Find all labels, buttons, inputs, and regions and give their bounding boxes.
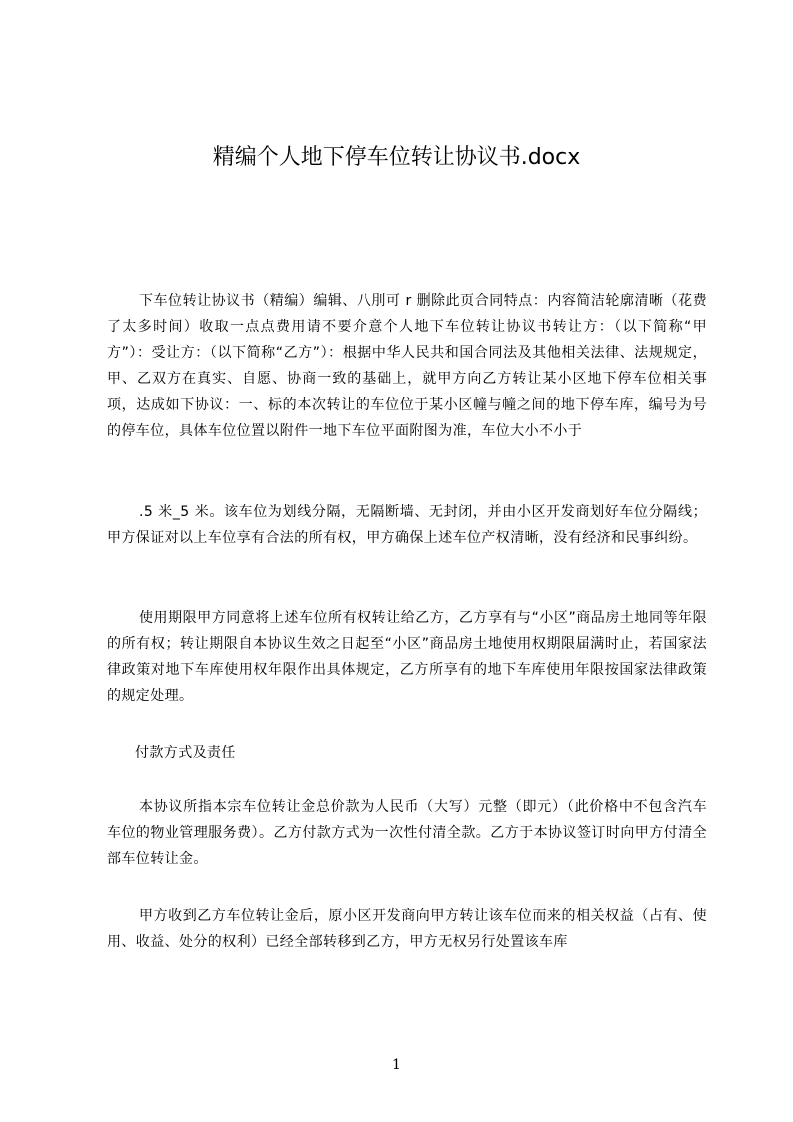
paragraph-term: 使用期限甲方同意将上述车位所有权转让给乙方，乙方享有与“小区”商品房土地同等年限的所有权；转让期限自本协议生效之日起至“小区”商品房土地使用权期限届满时止，若国家法律政策对地下车库使用权年限作出具体规定，乙方所享有的地下车库使用年限按国家法律政策的规定处理。 — [107, 610, 707, 704]
paragraph-rights: 甲方收到乙方车位转让金后，原小区开发商向甲方转让该车位而来的相关权益（占有、使用、收益、处分的权利）已经全部转移到乙方，甲方无权另行处置该车库 — [107, 908, 707, 950]
page-number: 1 — [392, 1057, 401, 1073]
paragraph-payment: 本协议所指本宗车位转让金总价款为人民币（大写）元整（即元）（此价格中不包含汽车车位的物业管理服务费）。乙方付款方式为一次性付清全款。乙方于本协议签订时向甲方付清全部车位转让金。 — [107, 799, 707, 867]
section-heading-payment: 付款方式及责任 — [135, 745, 236, 761]
paragraph-intro: 下车位转让协议书（精编）编辑、八刖可 r 删除此页合同特点：内容简洁轮廓清晰（花费了太多时间）收取一点点费用请不要介意个人地下车位转让协议书转让方：（以下简称“甲方”）：受让方：（以下简称“乙方”）：根据中华人民共和国合同法及其他相关法律、法规规定，甲、乙双方在真实、自愿、协商一致的基础上，就甲方向乙方转让某小区地下停车位相关事项，达成如下协议：一、标的本次转让的车位位于某小区幢与幢之间的地下停车库，编号为号的停车位，具体车位位置以附件一地下车位平面附图为准，车位大小不小于 — [107, 293, 707, 439]
document-title: 精编个人地下停车位转让协议书.docx — [212, 145, 581, 170]
paragraph-size: .5 米_5 米。该车位为划线分隔，无隔断墙、无封闭，并由小区开发商划好车位分隔线；甲方保证对以上车位享有合法的所有权，甲方确保上述车位产权清晰，没有经济和民事纠纷。 — [107, 504, 707, 546]
